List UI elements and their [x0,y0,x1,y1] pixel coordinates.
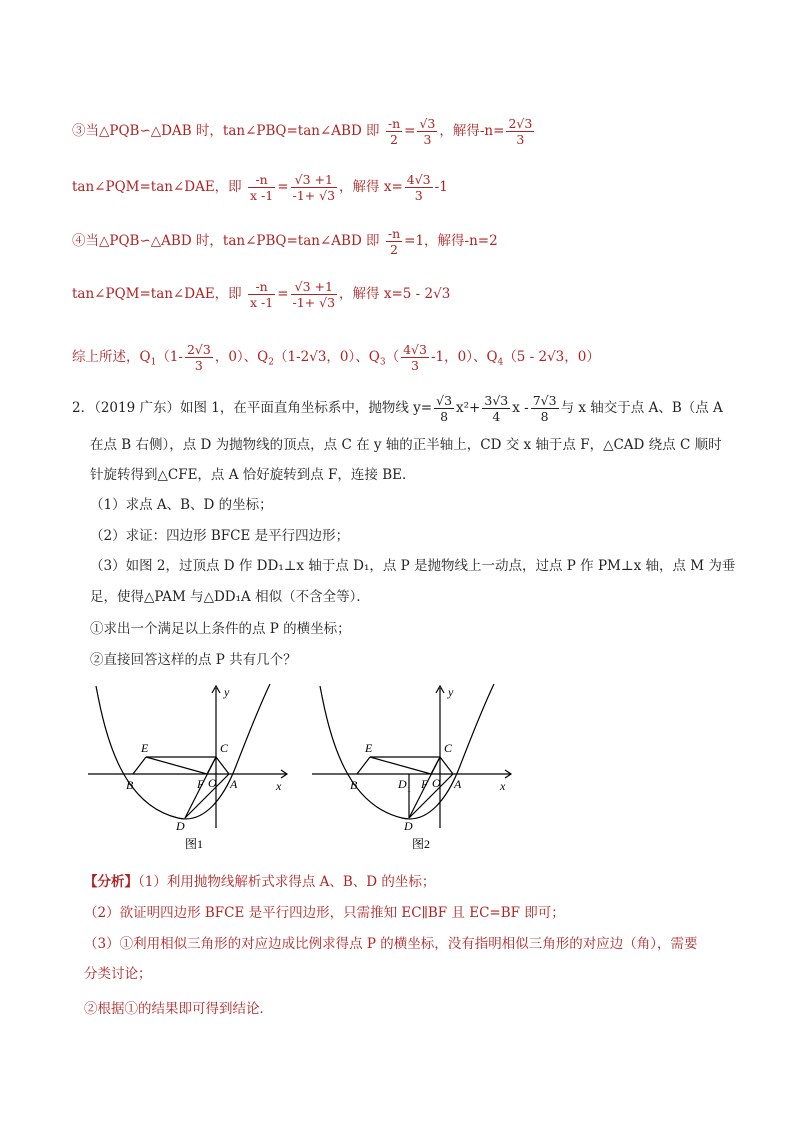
figure-2-caption: 图2 [412,837,431,851]
fraction: $\frac{4√3}{3}$ [403,342,427,373]
fraction: $\frac{-n}{2}$ [387,226,401,257]
fraction: $\frac{√3}{3}$ [419,116,436,147]
question-3-2: ②直接回答这样的点 P 共有几个？ [90,652,297,668]
svg-text:F: F [421,777,429,791]
analysis-3a: （3）①利用相似三角形的对应边成比例求得点 P 的横坐标，没有指明相似三角形的对应边（角），需要 [84,936,698,952]
svg-text:D: D [176,819,185,833]
fraction: $\frac{-n}{x -1}$ [249,279,274,310]
question-2: （2）求证：四边形 BFCE 是平行四边形； [90,528,350,544]
svg-text:A: A [454,777,462,791]
fraction: $\frac{√3}{8}$ [436,393,453,424]
tan-line-1: tan∠PQM=tan∠DAE，即 $\frac{-n}{x -1}$ = $\frac{√3 +1}{-1+ √3}$ ，解得 x= $\frac{4√3}{3}$ -1 [72,172,448,203]
summary-line: 综上所述，$Q_1(1-$ $\frac{2√3}{3}$ ，0）、$Q_2(1-2√3$，0）、$Q_3$（ $\frac{4√3}{3}$ -1，0）、$Q_4(5 - 2√3$，0） [72,342,600,373]
svg-text:y: y [448,685,454,699]
svg-text:C: C [444,741,453,755]
fraction: $\frac{2√3}{3}$ [186,342,211,373]
question-1: （1）求点 A、B、D 的坐标； [90,497,273,513]
figure-1-caption: 图1 [185,837,204,851]
parabola [96,684,270,819]
svg-text:E: E [141,741,149,755]
analysis-tag: 【分析】 [84,874,138,890]
svg-text:D: D [398,777,407,791]
problem-line-1: 2．（2019 广东）如图 1，在平面直角坐标系中，抛物线 y= $\frac{√3}{8}$ x²+ $\frac{3√3}{4}$ x - $\frac{7√3}{8}$ 与 x 轴交于点 A、B（点 A [72,393,723,424]
case4-line: ④当△PQB∽△ABD 时，tan∠PBQ=tan∠ABD 即 $\frac{-n}{2}$ =1，解得-n=2 [72,226,498,257]
question-3b: 足，使得△PAM 与△DD₁A 相似（不含全等）． [90,589,370,605]
tan-line-2: tan∠PQM=tan∠DAE，即 $\frac{-n}{x -1}$ = $\frac{√3 +1}{-1+ √3}$ ，解得 x=5 - 2√3 [72,279,451,310]
fraction: $\frac{2√3}{3}$ [508,116,533,147]
fraction: $\frac{4√3}{3}$ [406,172,431,203]
fraction: $\frac{√3 +1}{-1+ √3}$ [292,172,336,203]
svg-text:F: F [197,777,205,791]
fraction: $\frac{√3 +1}{-1+ √3}$ [292,279,336,310]
analysis-2: （2）欲证明四边形 BFCE 是平行四边形，只需推知 EC∥BF 且 EC=BF 即可； [84,905,565,921]
svg-text:O: O [432,776,441,790]
fraction: $\frac{-n}{2}$ [387,116,401,147]
svg-text:A: A [230,777,238,791]
analysis-1: 【分析】（1）利用抛物线解析式求得点 A、B、D 的坐标； [84,874,436,890]
figure-2 [312,680,522,859]
problem-line-2: 在点 B 右侧），点 D 为抛物线的顶点，点 C 在 y 轴的正半轴上，CD 交 x 轴于点 F，△CAD 绕点 C 顺时 [90,437,722,453]
analysis-3b: 分类讨论； [84,966,152,982]
question-3a: （3）如图 2，过顶点 D 作 DD₁⊥x 轴于点 D₁，点 P 是抛物线上一动点，过点 P 作 PM⊥x 轴，点 M 为垂 [90,558,736,574]
svg-text:E: E [365,741,373,755]
svg-text:B: B [126,778,134,792]
svg-text:y: y [224,685,230,699]
analysis-4: ②根据①的结果即可得到结论． [84,1001,273,1017]
fraction: $\frac{3√3}{4}$ [484,393,509,424]
question-3-1: ①求出一个满足以上条件的点 P 的横坐标； [90,621,351,637]
svg-text:1: 1 [407,785,411,794]
svg-text:x: x [500,779,506,793]
case3-line: ③当△PQB∽△DAB 时，tan∠PBQ=tan∠ABD 即 $\frac{-n}{2}$ = $\frac{√3}{3}$ ，解得-n= $\frac{2√3}{3}$ [72,116,533,147]
fraction: $\frac{-n}{x -1}$ [249,172,274,203]
problem-line-3: 针旋转得到△CFE，点 A 恰好旋转到点 F，连接 BE． [90,467,416,483]
svg-text:B: B [350,778,358,792]
svg-text:x: x [276,779,282,793]
svg-text:C: C [220,741,229,755]
svg-text:D: D [404,819,413,833]
fraction: $\frac{7√3}{8}$ [532,393,557,424]
svg-text:O: O [208,776,217,790]
figure-1 [88,680,298,859]
